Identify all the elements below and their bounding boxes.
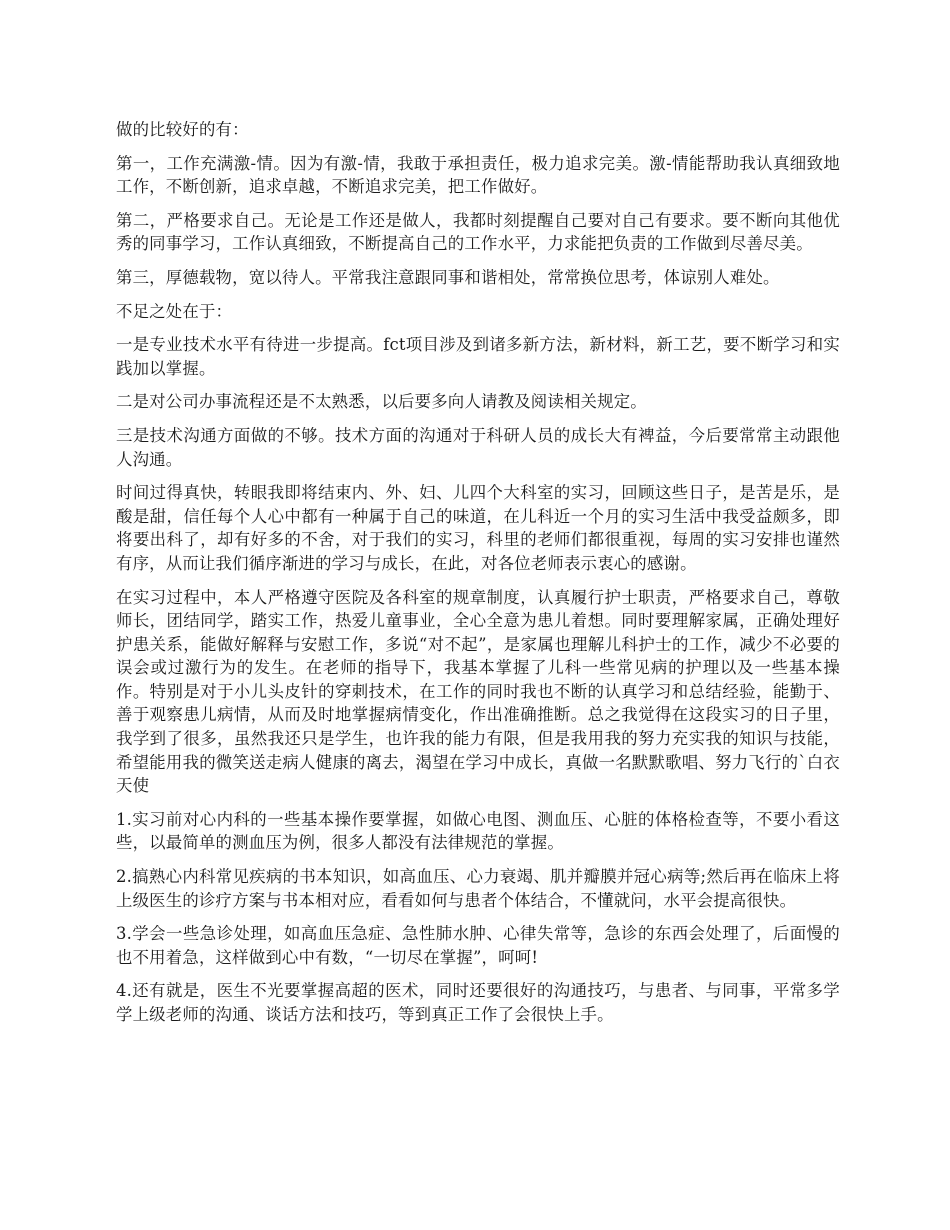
- paragraph-strength-2: 第二，严格要求自己。无论是工作还是做人，我都时刻提醒自己要对自己有要求。要不断向其他优秀的同事学习，工作认真细致，不断提高自己的工作水平，力求能把负责的工作做到尽善尽美。: [116, 210, 840, 254]
- paragraph-tip-2: 2.搞熟心内科常见疾病的书本知识，如高血压、心力衰竭、肌并瓣膜并冠心病等;然后再在临床上将上级医生的诊疗方案与书本相对应，看看如何与患者个体结合，不懂就问，水平会提高很快。: [116, 867, 840, 910]
- paragraph-weakness-1: 一是专业技术水平有待进一步提高。fct项目涉及到诸多新方法，新材料，新工艺，要不断学习和实践加以掌握。: [116, 335, 840, 378]
- paragraph-internship-process: 在实习过程中，本人严格遵守医院及各科室的规章制度，认真履行护士职责，严格要求自己，尊敬师长，团结同学，踏实工作，热爱儿童事业，全心全意为患儿着想。同时要理解家属，正确处理好护患关系，能做好解释与安慰工作，多说“对不起”，是家属也理解儿科护士的工作，减少不必要的误会或过激行为的发生。在老师的指导下，我基本掌握了儿科一些常见病的护理以及一些基本操作。特别是对于小儿头皮针的穿刺技术，在工作的同时我也不断的认真学习和总结经验，能勤于、善于观察患儿病情，从而及时地掌握病情变化，作出准确推断。总之我觉得在这段实习的日子里，我学到了很多，虽然我还只是学生，也许我的能力有限，但是我用我的努力充实我的知识与技能，希望能用我的微笑送走病人健康的离去，渴望在学习中成长，真做一名默默歌唱、努力飞行的`白衣天使: [116, 587, 840, 796]
- paragraph-tip-4: 4.还有就是，医生不光要掌握高超的医术，同时还要很好的沟通技巧，与患者、与同事，平常多学学上级老师的沟通、谈话方法和技巧，等到真正工作了会很快上手。: [116, 981, 840, 1024]
- paragraph-weakness-3: 三是技术沟通方面做的不够。技术方面的沟通对于科研人员的成长大有裨益，今后要常常主动跟他人沟通。: [116, 425, 840, 469]
- paragraph-tip-1: 1.实习前对心内科的一些基本操作要掌握，如做心电图、测血压、心脏的体格检查等，不要小看这些，以最简单的测血压为例，很多人都没有法律规范的掌握。: [116, 809, 840, 853]
- paragraph-intro-weakness: 不足之处在于：: [116, 301, 233, 321]
- paragraph-intro-good: 做的比较好的有：: [116, 120, 249, 139]
- paragraph-pediatrics-reflection: 时间过得真快，转眼我即将结束内、外、妇、儿四个大科室的实习，回顾这些日子，是苦是乐，是酸是甜，信任每个人心中都有一种属于自己的味道，在儿科近一个月的实习生活中我受益颇多，即将要出科了，却有好多的不舍，对于我们的实习，科里的老师们都很重视，每周的实习安排也谨然有序，从而让我们循序渐进的学习与成长，在此，对各位老师表示衷心的感谢。: [116, 483, 840, 573]
- document-body: [116, 118, 840, 1037]
- paragraph-tip-3: 3.学会一些急诊处理，如高血压急症、急性肺水肿、心律失常等，急诊的东西会处理了，后面慢的也不用着急，这样做到心中有数，“一切尽在掌握”，呵呵!: [116, 924, 840, 967]
- paragraph-strength-1: 第一，工作充满激-情。因为有激-情，我敢于承担责任，极力追求完美。激-情能帮助我认真细致地工作，不断创新，追求卓越，不断追求完美，把工作做好。: [116, 153, 840, 197]
- paragraph-weakness-2: 二是对公司办事流程还是不太熟悉，以后要多向人请教及阅读相关规定。: [116, 392, 647, 412]
- paragraph-strength-3: 第三，厚德载物，宽以待人。平常我注意跟同事和谐相处，常常换位思考，体谅别人难处。: [116, 267, 780, 287]
